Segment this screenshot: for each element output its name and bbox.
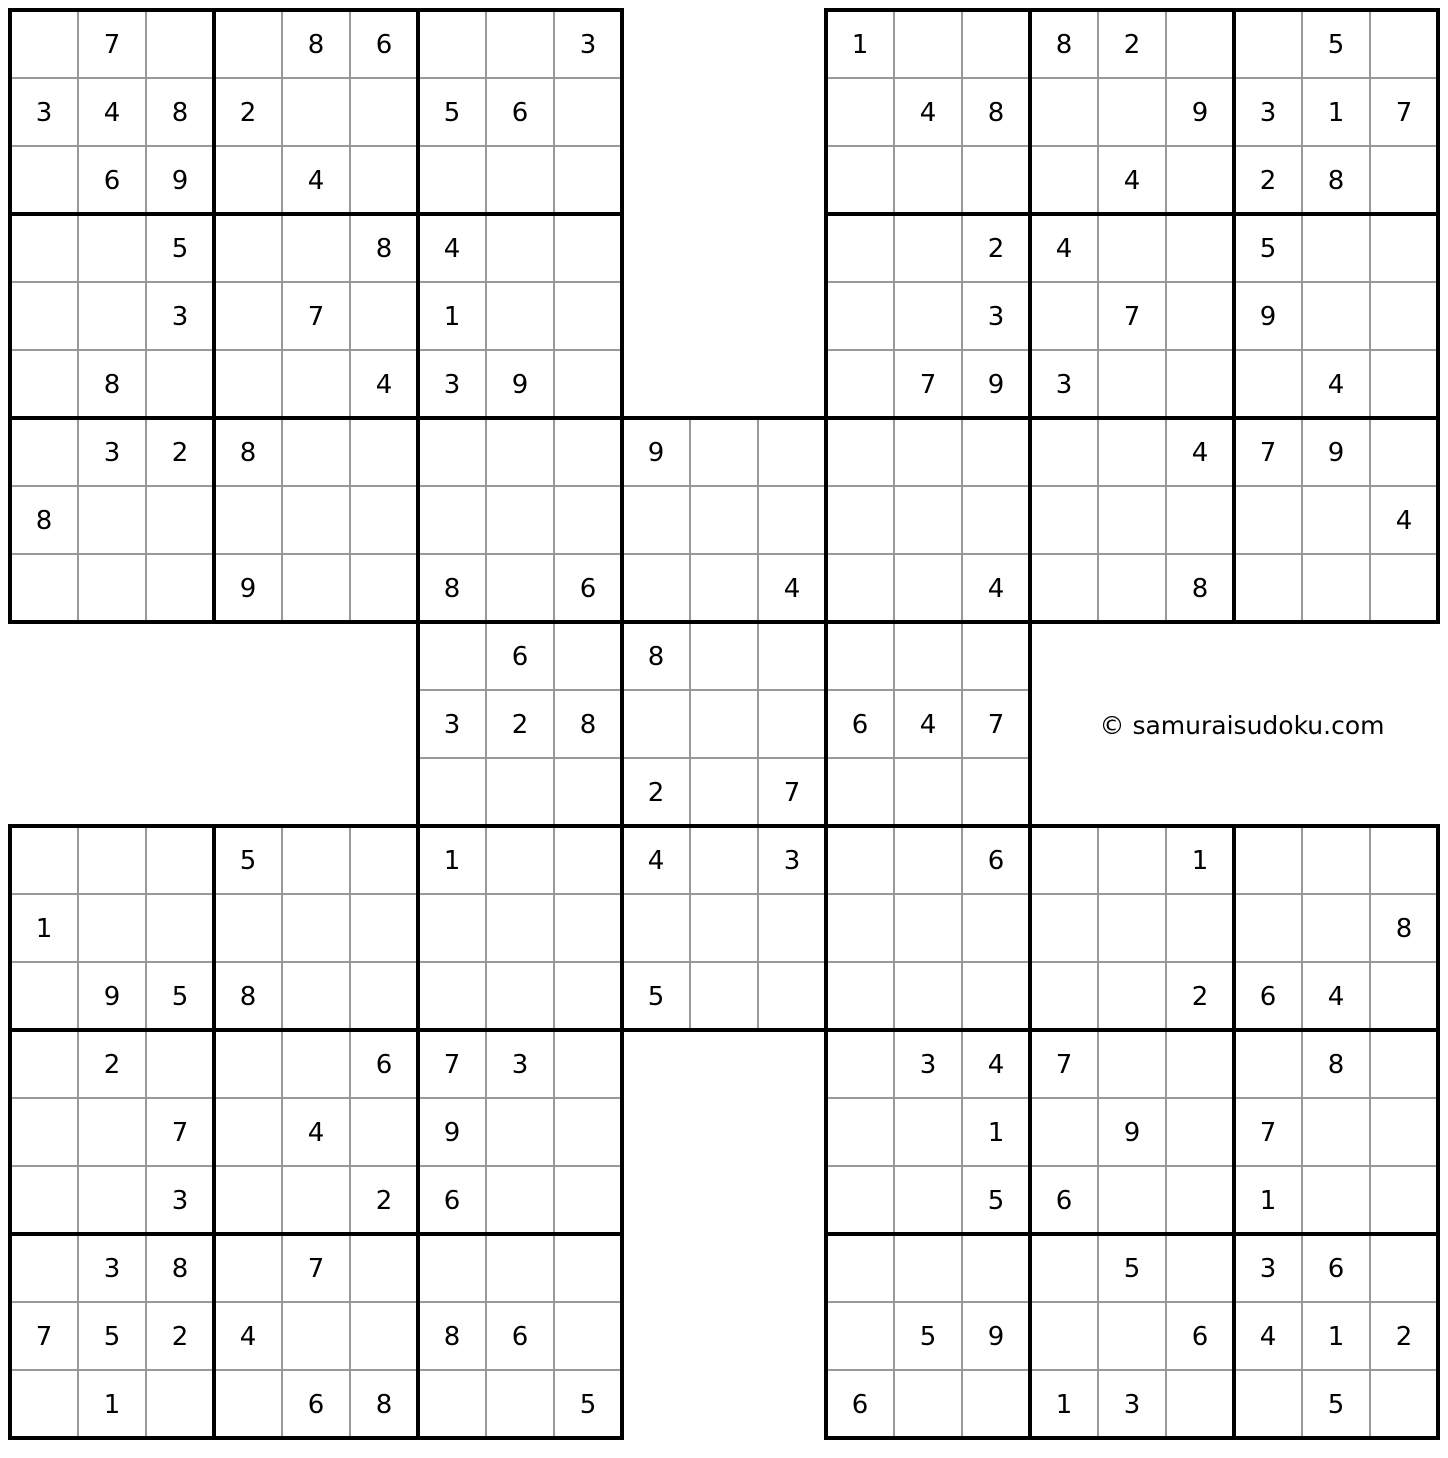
given-digit-bottom-left: 6 xyxy=(307,1390,325,1420)
given-digit-center: 7 xyxy=(987,710,1005,740)
given-digit-top-left: 4 xyxy=(103,98,121,128)
given-digit-bottom-right: 1 xyxy=(987,1118,1005,1148)
given-digit-bottom-left: 9 xyxy=(443,1118,461,1148)
given-digit-top-left: 2 xyxy=(239,98,257,128)
given-digit-bottom-right: 2 xyxy=(1191,982,1209,1012)
given-digit-top-left: 7 xyxy=(103,30,121,60)
given-digit-bottom-right: 5 xyxy=(987,1186,1005,1216)
given-digit-bottom-left: 3 xyxy=(103,1254,121,1284)
given-digit-center: 8 xyxy=(579,710,597,740)
given-digit-top-left: 2 xyxy=(171,438,189,468)
given-digit-bottom-left: 5 xyxy=(579,1390,597,1420)
given-digit-top-left: 9 xyxy=(511,370,529,400)
given-digit-top-left: 3 xyxy=(171,302,189,332)
given-digit-top-right: 9 xyxy=(1259,302,1277,332)
given-digit-center: 4 xyxy=(919,710,937,740)
given-digit-bottom-left: 7 xyxy=(171,1118,189,1148)
given-digit-top-left: 8 xyxy=(171,98,189,128)
given-digit-center: 6 xyxy=(987,846,1005,876)
given-digit-bottom-left: 2 xyxy=(103,1050,121,1080)
given-digit-top-right: 4 xyxy=(1191,438,1209,468)
given-digit-bottom-left: 6 xyxy=(375,1050,393,1080)
given-digit-bottom-left: 6 xyxy=(443,1186,461,1216)
given-digit-top-right: 9 xyxy=(987,370,1005,400)
given-digit-top-right: 7 xyxy=(1259,438,1277,468)
given-digit-top-right: 4 xyxy=(1055,234,1073,264)
given-digit-top-left: 4 xyxy=(375,370,393,400)
given-digit-top-right: 7 xyxy=(919,370,937,400)
given-digit-center: 4 xyxy=(783,574,801,604)
given-digit-center: 5 xyxy=(647,982,665,1012)
given-digit-bottom-right: 4 xyxy=(1259,1322,1277,1352)
given-digit-bottom-right: 2 xyxy=(1395,1322,1413,1352)
given-digit-top-left: 7 xyxy=(307,302,325,332)
given-digit-top-right: 9 xyxy=(1327,438,1345,468)
given-digit-top-left: 6 xyxy=(511,98,529,128)
given-digit-center: 4 xyxy=(647,846,665,876)
given-digit-top-right: 3 xyxy=(1055,370,1073,400)
copyright-credit: © samuraisudoku.com xyxy=(1099,711,1385,740)
given-digit-bottom-left: 4 xyxy=(307,1118,325,1148)
given-digit-top-right: 4 xyxy=(1123,166,1141,196)
given-digit-top-left: 9 xyxy=(171,166,189,196)
given-digit-top-left: 3 xyxy=(443,370,461,400)
given-digit-bottom-right: 8 xyxy=(1327,1050,1345,1080)
given-digit-bottom-right: 7 xyxy=(1259,1118,1277,1148)
given-digit-bottom-left: 7 xyxy=(443,1050,461,1080)
given-digit-bottom-right: 1 xyxy=(1191,846,1209,876)
given-digit-center: 2 xyxy=(511,710,529,740)
given-digit-top-right: 9 xyxy=(1191,98,1209,128)
given-digit-bottom-left: 2 xyxy=(171,1322,189,1352)
given-digit-top-left: 5 xyxy=(443,98,461,128)
given-digit-center: 7 xyxy=(783,778,801,808)
given-digit-bottom-right: 1 xyxy=(1327,1322,1345,1352)
given-digit-top-right: 8 xyxy=(1191,574,1209,604)
given-digit-top-left: 8 xyxy=(103,370,121,400)
given-digit-top-right: 5 xyxy=(1327,30,1345,60)
given-digit-bottom-right: 3 xyxy=(1123,1390,1141,1420)
given-digit-top-right: 2 xyxy=(1259,166,1277,196)
given-digit-bottom-right: 3 xyxy=(919,1050,937,1080)
given-digit-top-left: 6 xyxy=(103,166,121,196)
given-digit-top-right: 3 xyxy=(1259,98,1277,128)
given-digit-bottom-left: 4 xyxy=(239,1322,257,1352)
given-digit-top-right: 4 xyxy=(1395,506,1413,536)
given-digit-top-right: 4 xyxy=(919,98,937,128)
given-digit-bottom-right: 9 xyxy=(987,1322,1005,1352)
given-digit-bottom-right: 1 xyxy=(1055,1390,1073,1420)
given-digit-bottom-left: 7 xyxy=(35,1322,53,1352)
given-digit-bottom-left: 7 xyxy=(307,1254,325,1284)
given-digit-bottom-right: 6 xyxy=(851,1390,869,1420)
given-digit-top-left: 9 xyxy=(239,574,257,604)
given-digit-top-left: 6 xyxy=(375,30,393,60)
given-digit-bottom-left: 3 xyxy=(171,1186,189,1216)
given-digit-top-right: 1 xyxy=(851,30,869,60)
given-digit-center: 3 xyxy=(783,846,801,876)
given-digit-top-left: 4 xyxy=(443,234,461,264)
given-digit-bottom-left: 3 xyxy=(511,1050,529,1080)
given-digit-bottom-right: 1 xyxy=(1259,1186,1277,1216)
given-digit-bottom-right: 9 xyxy=(1123,1118,1141,1148)
given-digit-bottom-right: 7 xyxy=(1055,1050,1073,1080)
given-digit-top-right: 4 xyxy=(1327,370,1345,400)
given-digit-bottom-right: 8 xyxy=(1395,914,1413,944)
given-digit-top-right: 7 xyxy=(1123,302,1141,332)
given-digit-top-right: 8 xyxy=(1327,166,1345,196)
given-digit-top-right: 8 xyxy=(987,98,1005,128)
given-digit-bottom-left: 8 xyxy=(443,1322,461,1352)
given-digit-top-left: 1 xyxy=(443,302,461,332)
given-digit-top-right: 3 xyxy=(987,302,1005,332)
given-digit-bottom-right: 5 xyxy=(1123,1254,1141,1284)
given-digit-bottom-right: 6 xyxy=(1327,1254,1345,1284)
given-digit-bottom-left: 5 xyxy=(171,982,189,1012)
given-digit-center: 6 xyxy=(851,710,869,740)
given-digit-bottom-left: 8 xyxy=(171,1254,189,1284)
given-digit-top-left: 3 xyxy=(579,30,597,60)
given-digit-top-left: 3 xyxy=(103,438,121,468)
given-digit-bottom-left: 6 xyxy=(511,1322,529,1352)
given-digit-center: 9 xyxy=(647,438,665,468)
given-digit-top-right: 1 xyxy=(1327,98,1345,128)
given-digit-bottom-right: 5 xyxy=(919,1322,937,1352)
given-digit-top-left: 8 xyxy=(443,574,461,604)
given-digit-bottom-right: 6 xyxy=(1259,982,1277,1012)
given-digit-top-right: 2 xyxy=(1123,30,1141,60)
given-digit-top-right: 2 xyxy=(987,234,1005,264)
given-digit-top-right: 5 xyxy=(1259,234,1277,264)
given-digit-top-right: 7 xyxy=(1395,98,1413,128)
given-digit-center: 6 xyxy=(511,642,529,672)
given-digit-bottom-left: 1 xyxy=(443,846,461,876)
given-digit-center: 3 xyxy=(443,710,461,740)
given-digit-top-left: 8 xyxy=(375,234,393,264)
given-digit-bottom-left: 8 xyxy=(239,982,257,1012)
given-digit-top-left: 8 xyxy=(239,438,257,468)
given-digit-bottom-left: 5 xyxy=(103,1322,121,1352)
given-digit-bottom-right: 6 xyxy=(1191,1322,1209,1352)
given-digit-center: 6 xyxy=(579,574,597,604)
given-digit-bottom-left: 8 xyxy=(375,1390,393,1420)
given-digit-bottom-right: 4 xyxy=(1327,982,1345,1012)
given-digit-top-left: 8 xyxy=(35,506,53,536)
given-digit-bottom-right: 4 xyxy=(987,1050,1005,1080)
given-digit-bottom-left: 1 xyxy=(35,914,53,944)
given-digit-top-left: 5 xyxy=(171,234,189,264)
given-digit-bottom-left: 5 xyxy=(239,846,257,876)
given-digit-bottom-left: 2 xyxy=(375,1186,393,1216)
given-digit-top-left: 8 xyxy=(307,30,325,60)
given-digit-center: 8 xyxy=(647,642,665,672)
given-digit-top-left: 3 xyxy=(35,98,53,128)
given-digit-bottom-left: 9 xyxy=(103,982,121,1012)
given-digit-bottom-right: 5 xyxy=(1327,1390,1345,1420)
given-digit-top-right: 4 xyxy=(987,574,1005,604)
given-digit-bottom-right: 3 xyxy=(1259,1254,1277,1284)
given-digit-bottom-right: 6 xyxy=(1055,1186,1073,1216)
given-digit-top-right: 8 xyxy=(1055,30,1073,60)
given-digit-top-left: 4 xyxy=(307,166,325,196)
given-digit-center: 2 xyxy=(647,778,665,808)
given-digit-bottom-left: 1 xyxy=(103,1390,121,1420)
